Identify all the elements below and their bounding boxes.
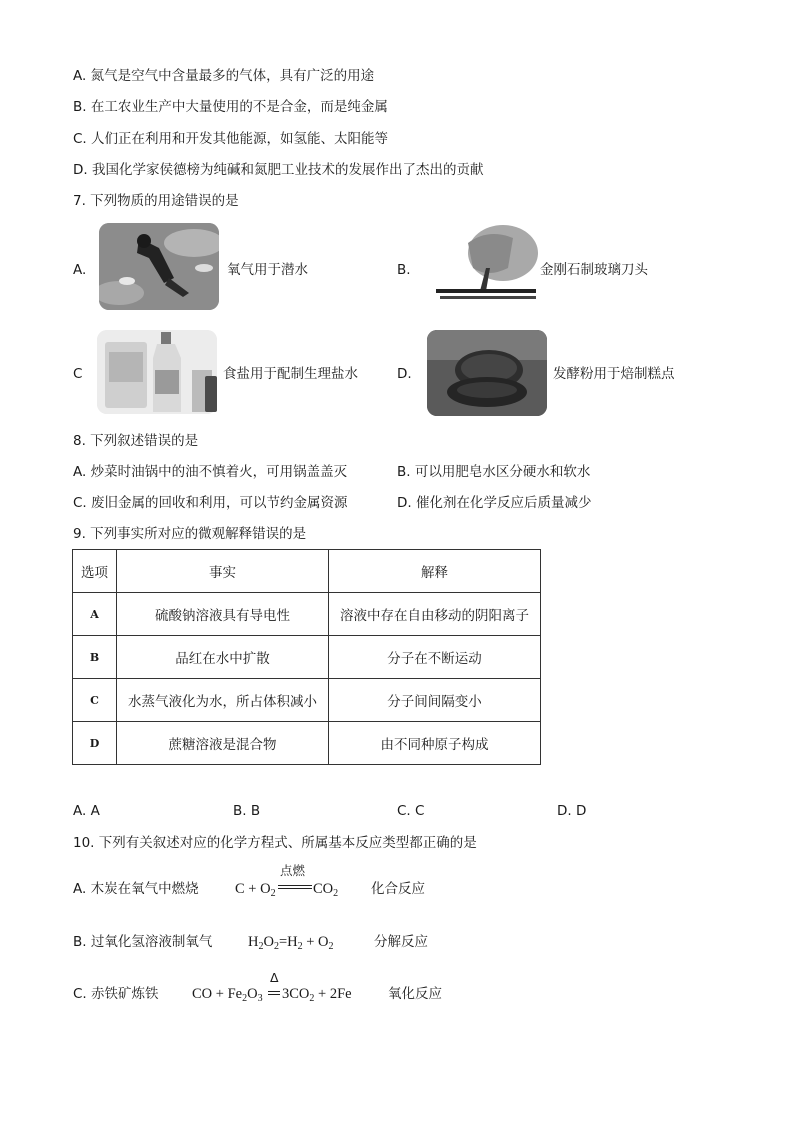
row-fact: 硫酸钠溶液具有导电性 xyxy=(117,593,329,636)
header-fact: 事实 xyxy=(117,550,329,593)
q10-a-type: 化合反应 xyxy=(371,881,425,897)
q10-c-type: 氧化反应 xyxy=(388,986,442,1002)
row-fact: 蔗糖溶液是混合物 xyxy=(117,722,329,765)
q7-caption-c: 食盐用于配制生理盐水 xyxy=(223,366,358,382)
q7-caption-b: 金刚石制玻璃刀头 xyxy=(540,262,648,278)
table-header-row xyxy=(73,550,541,593)
header-explanation: 解释 xyxy=(329,550,541,593)
q9-stem: 9. 下列事实所对应的微观解释错误的是 xyxy=(73,526,307,542)
q9-answer-b: B. B xyxy=(233,803,261,819)
table-row xyxy=(73,722,541,765)
q8-stem: 8. 下列叙述错误的是 xyxy=(73,433,199,449)
row-label: C xyxy=(73,679,117,722)
q10-a-arrow-top xyxy=(278,885,312,886)
q10-a-rhs: $CO_2$ xyxy=(313,881,339,899)
q9-answer-c: C. C xyxy=(397,803,425,819)
row-label: B xyxy=(73,636,117,679)
q9-answer-d: D. D xyxy=(557,803,587,819)
q9-answer-a: A. A xyxy=(73,803,100,819)
table-row xyxy=(73,636,541,679)
q7-caption-d: 发酵粉用于焙制糕点 xyxy=(553,366,675,382)
q10-a-lhs: $C + O_2$ xyxy=(235,881,276,899)
q10-b-type: 分解反应 xyxy=(374,934,428,950)
q7-stem: 7. 下列物质的用途错误的是 xyxy=(73,193,239,209)
q7-letter-b: B. xyxy=(397,262,411,278)
q6-option-b: B. 在工农业生产中大量使用的不是合金，而是纯金属 xyxy=(73,99,388,115)
q7-letter-d: D. xyxy=(397,366,412,382)
row-fact: 水蒸气液化为水，所占体积减小 xyxy=(117,679,329,722)
q10-option-c-label: C. 赤铁矿炼铁 xyxy=(73,986,159,1002)
table-row xyxy=(73,593,541,636)
q10-option-a-label: A. 木炭在氧气中燃烧 xyxy=(73,881,199,897)
q7-caption-a: 氧气用于潜水 xyxy=(227,262,308,278)
q8-option-d: D. 催化剂在化学反应后质量减少 xyxy=(397,495,592,511)
q10-option-b-label: B. 过氧化氢溶液制氧气 xyxy=(73,934,213,950)
q10-c-equals-bottom xyxy=(268,994,280,995)
q10-c-rhs: $3CO_2 + 2Fe$ xyxy=(282,986,352,1004)
diver-photo xyxy=(99,223,219,310)
q10-b-equation: $H_2O_2=H_2 + O_2$ xyxy=(248,934,334,952)
q8-option-c: C. 废旧金属的回收和利用，可以节约金属资源 xyxy=(73,495,348,511)
q6-option-c: C. 人们正在利用和开发其他能源，如氢能、太阳能等 xyxy=(73,131,389,147)
q9-table xyxy=(72,549,541,765)
row-explanation: 溶液中存在自由移动的阴阳离子 xyxy=(329,593,541,636)
q8-option-a: A. 炒菜时油锅中的油不慎着火，可用锅盖盖灭 xyxy=(73,464,348,480)
q10-c-lhs: CO + $Fe_2O_3$ xyxy=(192,986,263,1004)
saline-bottles-photo xyxy=(97,330,217,414)
q10-c-condition: Δ xyxy=(270,970,279,985)
small-bottle-photo xyxy=(205,376,217,412)
q6-option-d: D. 我国化学家侯德榜为纯碱和氮肥工业技术的发展作出了杰出的贡献 xyxy=(73,162,484,178)
row-explanation: 分子间间隔变小 xyxy=(329,679,541,722)
q10-c-equals-top xyxy=(268,991,280,992)
cake-photo xyxy=(427,330,547,416)
row-explanation: 由不同种原子构成 xyxy=(329,722,541,765)
q8-option-b: B. 可以用肥皂水区分硬水和软水 xyxy=(397,464,591,480)
row-label: D xyxy=(73,722,117,765)
q10-stem: 10. 下列有关叙述对应的化学方程式、所属基本反应类型都正确的是 xyxy=(73,835,477,851)
glass-cutter-photo xyxy=(428,223,538,310)
row-explanation: 分子在不断运动 xyxy=(329,636,541,679)
q6-option-a: A. 氮气是空气中含量最多的气体，具有广泛的用途 xyxy=(73,68,375,84)
row-label: A xyxy=(73,593,117,636)
table-row xyxy=(73,679,541,722)
q7-letter-c: C xyxy=(73,366,83,382)
q10-a-condition: 点燃 xyxy=(280,863,306,878)
row-fact: 品红在水中扩散 xyxy=(117,636,329,679)
q10-a-arrow-bottom xyxy=(278,888,312,889)
q7-letter-a: A. xyxy=(73,262,87,278)
header-option: 选项 xyxy=(73,550,117,593)
